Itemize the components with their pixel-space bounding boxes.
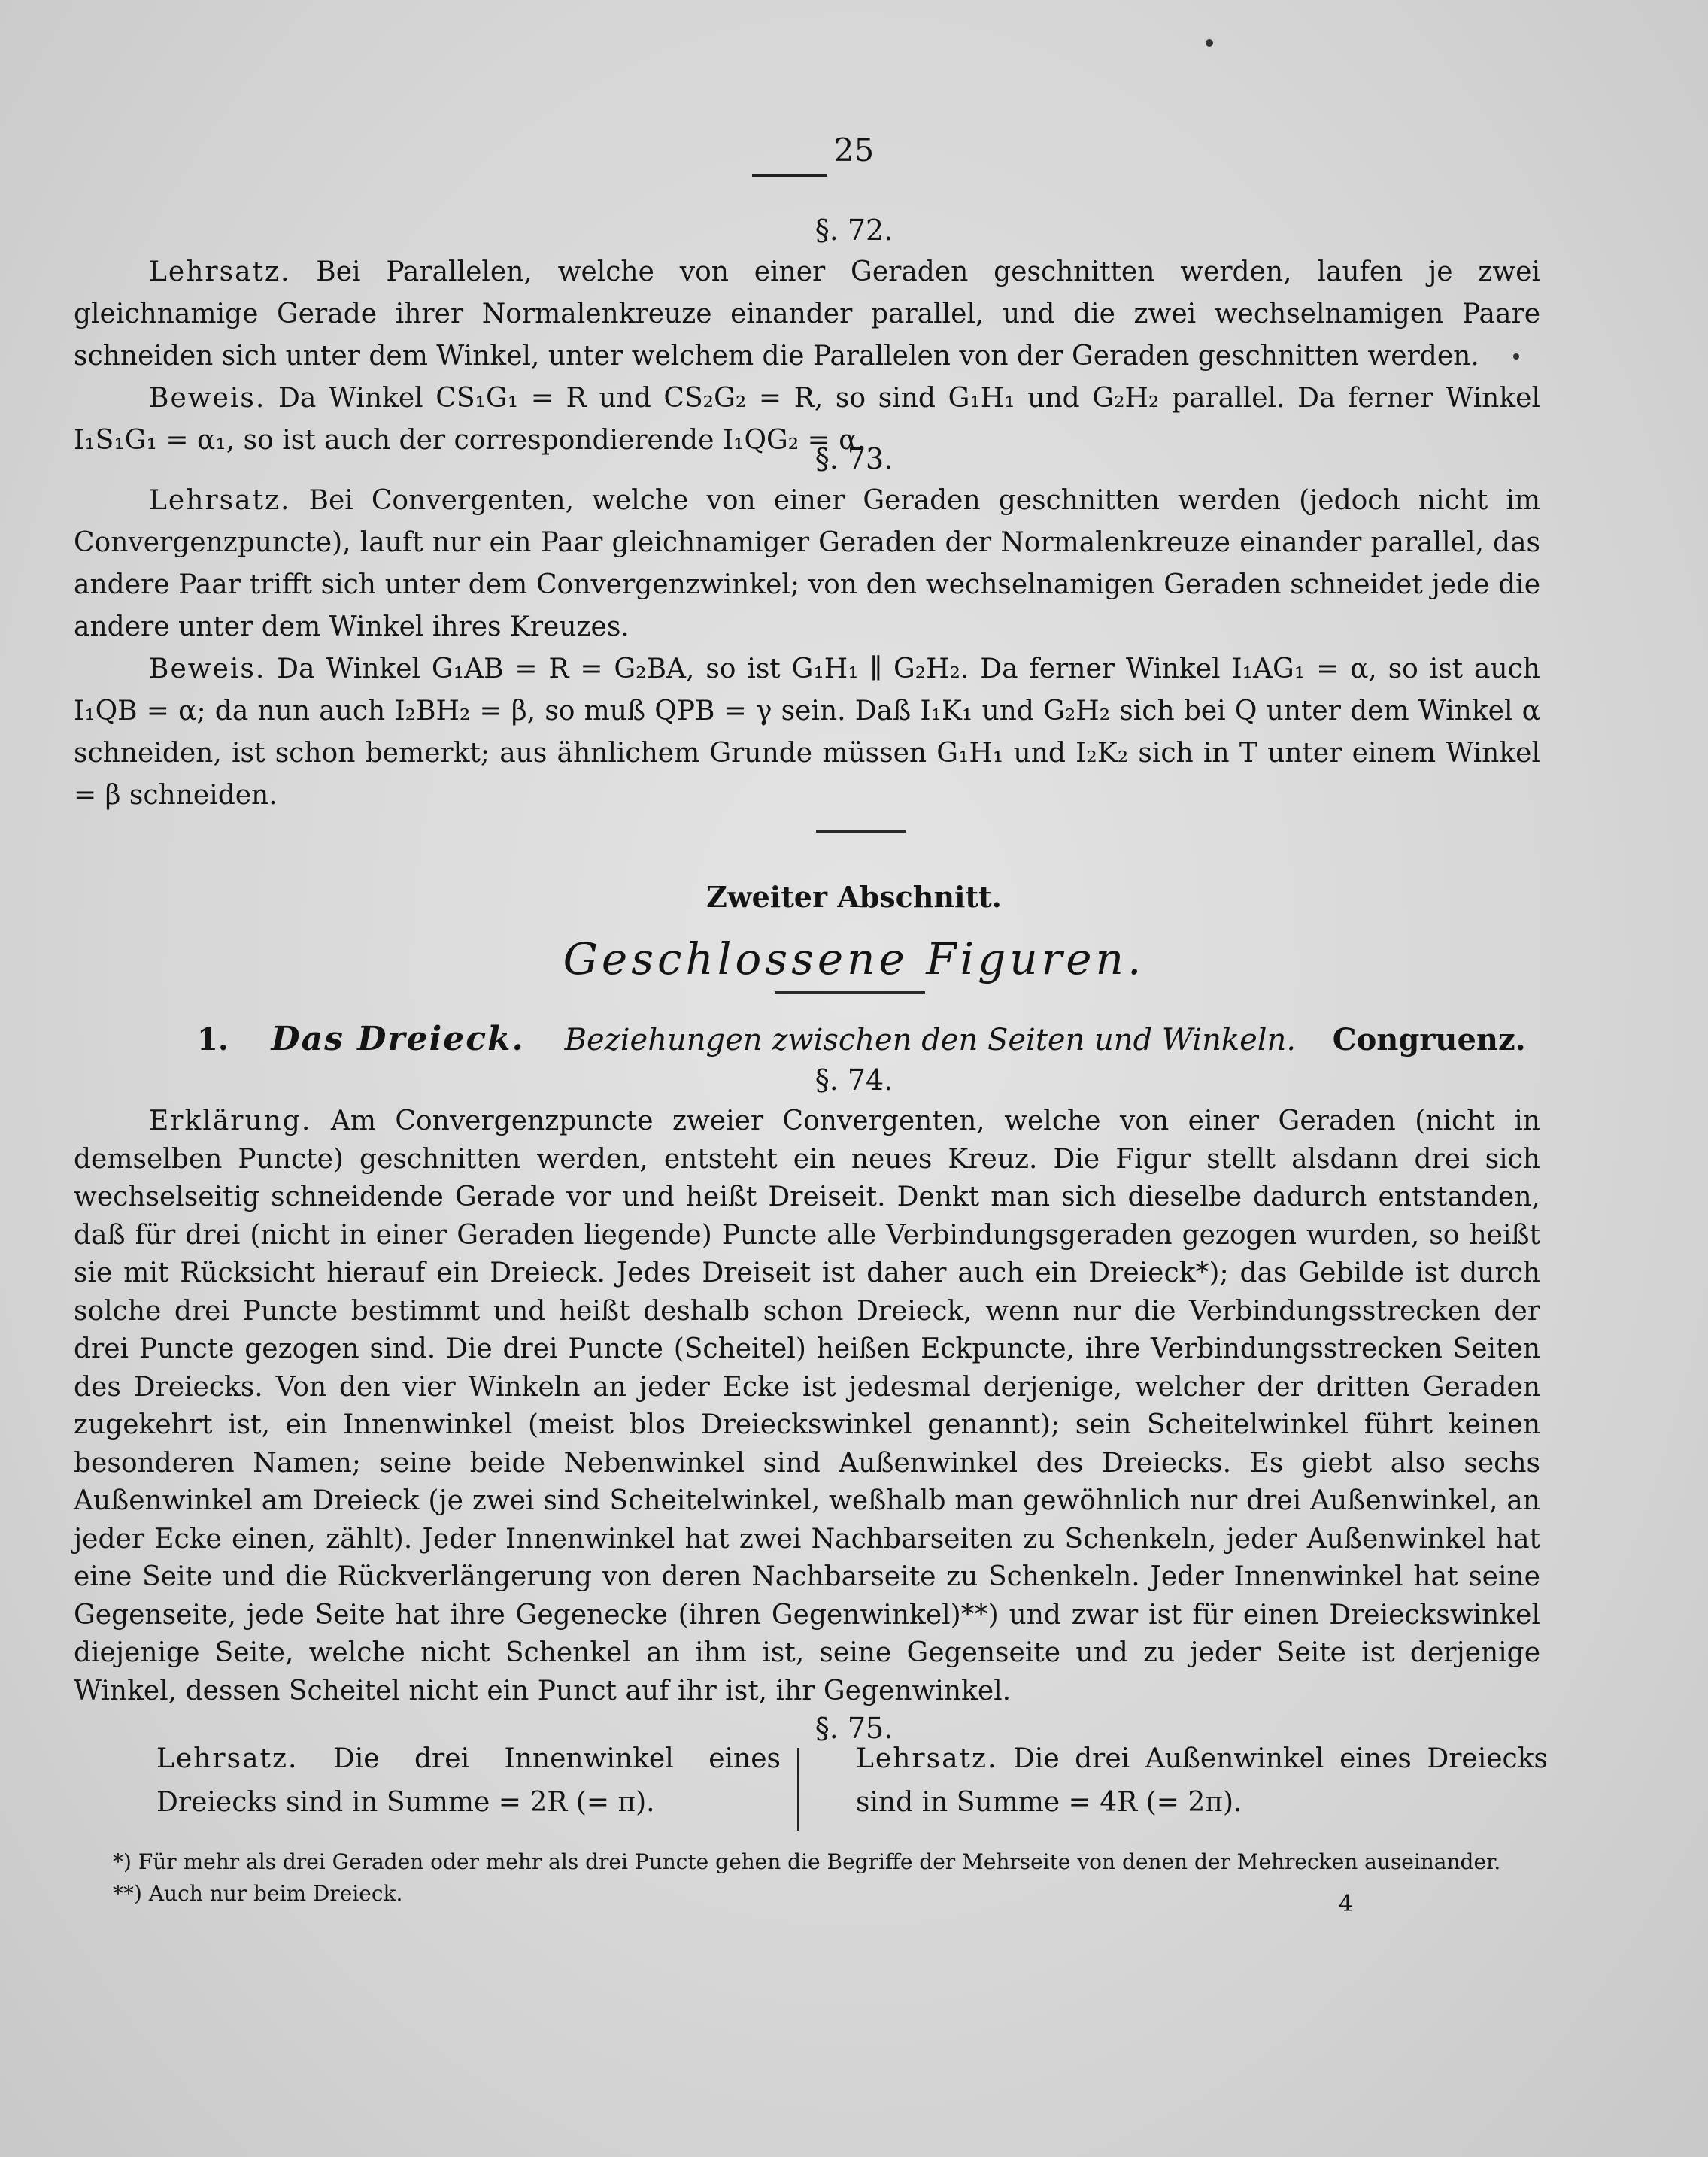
beweis-label: Beweis. [149, 383, 266, 414]
chapter-subtitle: Beziehungen zwischen den Seiten und Winkeln. [564, 1023, 1297, 1057]
lehrsatz-75-left [74, 1737, 781, 1825]
footnote-1: *) Für mehr als drei Geraden oder mehr als drei Puncte gehen die Begriffe der Mehrseite von denen der Mehrecken auseinander. [113, 1849, 1501, 1874]
chapter-number: 1. [197, 1022, 229, 1057]
chapter-title: Geschlossene Figuren. [563, 933, 1145, 984]
beweis-73 [74, 648, 1540, 817]
erklaerung-74 [74, 1103, 1540, 1710]
section-75-columns [74, 1737, 1548, 1835]
section-mark-73: §. 73. [815, 442, 893, 475]
section-72-body [74, 251, 1540, 462]
chapter-subtitle-congruenz: Congruenz. [1332, 1022, 1526, 1057]
beweis-text: Da Winkel G₁AB = R = G₂BA, so ist G₁H₁ ∥ G₂H₂. Da ferner Winkel I₁AG₁ = α, so ist auch I₁QB = α; da nun auch I₂BH₂ = β, so muß QPB = γ sein. Daß I₁K₁ und G₂H₂ sich bei Q unter dem Winkel α schneiden, ist schon bemerkt; aus ähnlichem Grunde müssen G₁H₁ und I₂K₂ sich in T unter einem Winkel = β schneiden. [74, 654, 1540, 811]
beweis-text: Da Winkel CS₁G₁ = R und CS₂G₂ = R, so sind G₁H₁ und G₂H₂ parallel. Da ferner Winkel I₁S₁G₁ = α₁, so ist auch der correspondierende I₁QG₂ = α. [74, 383, 1540, 456]
chapter-name: Das Dreieck. [271, 1020, 525, 1058]
footnote-2: **) Auch nur beim Dreieck. [113, 1881, 403, 1906]
lehrsatz-text: Die drei Innenwinkel eines Dreiecks sind in Summe = 2R (= π). [156, 1743, 781, 1818]
erklaerung-label: Erklärung. [149, 1106, 312, 1136]
lehrsatz-label: Lehrsatz. [149, 256, 291, 287]
lehrsatz-label: Lehrsatz. [856, 1743, 998, 1774]
section-mark-72: §. 72. [815, 214, 893, 247]
lehrsatz-label: Lehrsatz. [156, 1743, 299, 1774]
chapter-heading [197, 1017, 1551, 1063]
lehrsatz-label: Lehrsatz. [149, 485, 291, 516]
chapter-title-rule [775, 991, 925, 994]
erklaerung-text: Am Convergenzpuncte zweier Convergenten, welche von einer Geraden (nicht in demselben Puncte) geschnitten werden, entsteht ein neues Kreuz. Die Figur stellt alsdann drei sich wechselseitig schneidende Gerade vor und heißt Dreiseit. Denkt man sich dieselbe dadurch entstanden, daß für drei (nicht in einer Geraden liegende) Puncte alle Verbindungsgeraden gezogen wurden, so heißt sie mit Rücksicht hierauf ein Dreieck. Jedes Dreiseit ist daher auch ein Dreieck*); das Gebilde ist durch solche drei Puncte bestimmt und heißt deshalb schon Dreieck, wenn nur die Verbindungsstrecken der drei Puncte gezogen sind. Die drei Puncte (Scheitel) heißen Eckpuncte, ihre Verbindungsstrecken Seiten des Dreiecks. Von den vier Winkeln an jeder Ecke ist jedesmal derjenige, welcher der dritten Geraden zugekehrt ist, ein Innenwinkel (meist blos Dreieckswinkel genannt); sein Scheitelwinkel führt keinen besonderen Namen; seine beide Nebenwinkel sind Außenwinkel des Dreiecks. Es giebt also sechs Außenwinkel am Dreieck (je zwei sind Scheitelwinkel, weßhalb man gewöhnlich nur drei Außenwinkel, an jeder Ecke einen, zählt). Jeder Innenwinkel hat zwei Nachbarseiten zu Schenkeln, jeder Außenwinkel hat eine Seite und die Rückverlängerung von deren Nachbarseite zu Schenkeln. Jeder Innenwinkel hat seine Gegenseite, jede Seite hat ihre Gegenecke (ihren Gegenwinkel)**) und zwar ist für einen Dreieckswinkel diejenige Seite, welche nicht Schenkel an ihm ist, seine Gegenseite und zu jeder Seite ist derjenige Winkel, dessen Scheitel nicht ein Punct auf ihr ist, ihr Gegenwinkel. [74, 1106, 1540, 1706]
section-mark-74: §. 74. [815, 1063, 893, 1097]
page-number: 25 [833, 132, 875, 168]
lehrsatz-75-right [826, 1737, 1548, 1825]
footnotes [113, 1846, 1519, 1910]
division-title: Zweiter Abschnitt. [706, 880, 1002, 914]
section-mark-75: §. 75. [815, 1712, 893, 1745]
lehrsatz-73 [74, 480, 1540, 648]
lehrsatz-text: Bei Convergenten, welche von einer Geraden geschnitten werden (jedoch nicht im Convergenzpuncte), lauft nur ein Paar gleichnamiger Geraden der Normalenkreuze einander parallel, das andere Paar trifft sich unter dem Convergenzwinkel; von den wechselnamigen Geraden schneidet jede die andere unter dem Winkel ihres Kreuzes. [74, 485, 1540, 642]
ink-speck [1206, 39, 1213, 47]
section-divider-rule [816, 830, 906, 833]
lehrsatz-text: Die drei Außenwinkel eines Dreiecks sind in Summe = 4R (= 2π). [856, 1743, 1548, 1818]
lehrsatz-text: Bei Parallelen, welche von einer Geraden geschnitten werden, laufen je zwei gleichnamige Gerade ihrer Normalenkreuze einander parallel, und die zwei wechselnamigen Paare schneiden sich unter dem Winkel, unter welchem die Parallelen von der Geraden geschnitten werden. [74, 256, 1540, 372]
signature-mark: 4 [1339, 1891, 1354, 1917]
beweis-label: Beweis. [149, 654, 266, 684]
lehrsatz-72 [74, 251, 1540, 378]
section-74-body [74, 1103, 1540, 1710]
section-73-body [74, 480, 1540, 817]
page-number-underline [752, 174, 827, 177]
column-divider [797, 1748, 799, 1831]
